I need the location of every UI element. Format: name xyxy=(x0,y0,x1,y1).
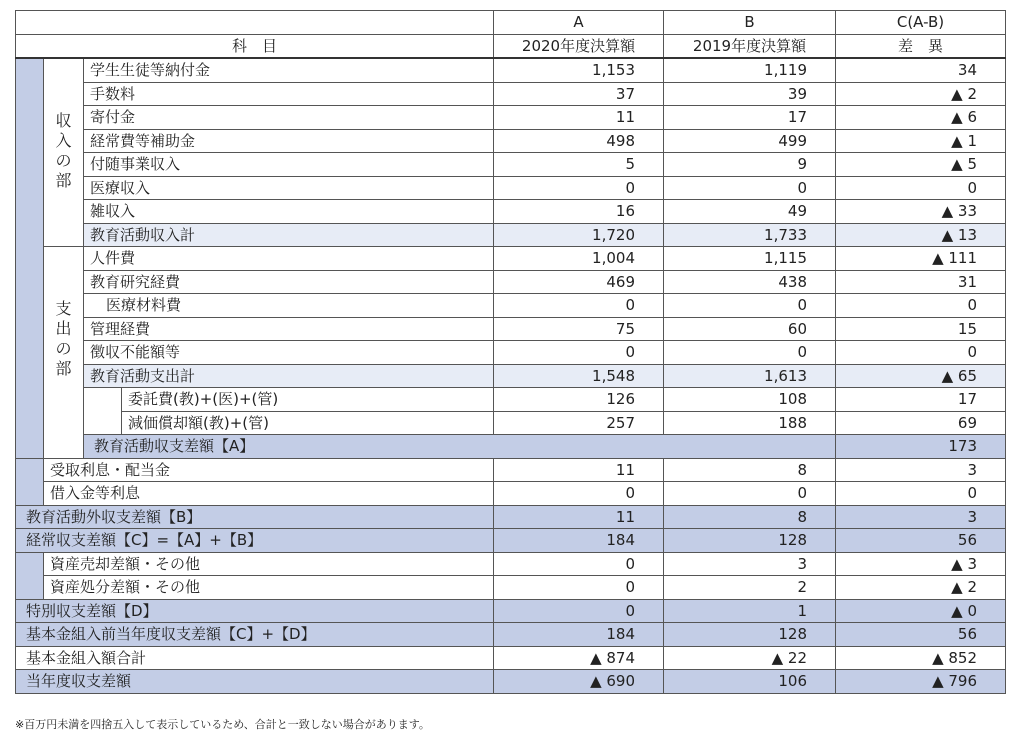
table-row: 経常費等補助金 498 499 ▲ 1 xyxy=(16,129,1006,153)
financial-statement-table xyxy=(15,10,1006,694)
basic-total-row: 基本金組入額合計 ▲ 874 ▲ 22 ▲ 852 xyxy=(16,646,1006,670)
table-row: 受取利息・配当金 11 8 3 xyxy=(16,458,1006,482)
header-row-2 xyxy=(16,34,1006,58)
table-row: 手数料 37 39 ▲ 2 xyxy=(16,82,1006,106)
edu-balance-row: 教育活動収支差額【A】 173 xyxy=(16,435,1006,459)
subject-header: 科 目 xyxy=(16,34,494,58)
table-row: 支出の部 人件費 1,004 1,115 ▲ 111 xyxy=(16,247,1006,271)
table-row: 付随事業収入 5 9 ▲ 5 xyxy=(16,153,1006,177)
table-row: 借入金等利息 0 0 0 xyxy=(16,482,1006,506)
table-row: 寄付金 11 17 ▲ 6 xyxy=(16,106,1006,130)
table-row: 徴収不能額等 0 0 0 xyxy=(16,341,1006,365)
col-c-subheader: 差 異 xyxy=(836,34,1006,58)
table-row: 医療材料費 0 0 0 xyxy=(16,294,1006,318)
col-c-header: C(A-B) xyxy=(836,11,1006,35)
year-balance-row: 当年度収支差額 ▲ 690 106 ▲ 796 xyxy=(16,670,1006,694)
table-row: 管理経費 75 60 15 xyxy=(16,317,1006,341)
header-row-1 xyxy=(16,11,1006,35)
col-a-header: A xyxy=(494,11,664,35)
col-a-subheader: 2020年度決算額 xyxy=(494,34,664,58)
pre-basic-balance-row: 基本金組入前当年度収支差額【C】+【D】 184 128 56 xyxy=(16,623,1006,647)
ordinary-balance-row: 経常収支差額【C】=【A】+【B】 184 128 56 xyxy=(16,529,1006,553)
table-row: 減価償却額(教)+(管) 257 188 69 xyxy=(16,411,1006,435)
nonedu-balance-row: 教育活動外収支差額【B】 11 8 3 xyxy=(16,505,1006,529)
table-row: 委託費(教)+(医)+(管) 126 108 17 xyxy=(16,388,1006,412)
col-b-header: B xyxy=(664,11,836,35)
table-row: 雑収入 16 49 ▲ 33 xyxy=(16,200,1006,224)
table-row: 収入の部 学生生徒等納付金 1,153 1,119 34 xyxy=(16,58,1006,82)
income-section-label: 収入の部 xyxy=(44,58,84,247)
table-row: 資産処分差額・その他 0 2 ▲ 2 xyxy=(16,576,1006,600)
table-row: 教育研究経費 469 438 31 xyxy=(16,270,1006,294)
expense-total-row: 教育活動支出計 1,548 1,613 ▲ 65 xyxy=(16,364,1006,388)
col-b-subheader: 2019年度決算額 xyxy=(664,34,836,58)
footnote: ※百万円未満を四捨五入して表示しているため、合計と一致しない場合があります。 xyxy=(15,718,430,731)
table-row: 医療収入 0 0 0 xyxy=(16,176,1006,200)
table-row: 資産売却差額・その他 0 3 ▲ 3 xyxy=(16,552,1006,576)
expense-section-label: 支出の部 xyxy=(44,247,84,459)
income-total-row: 教育活動収入計 1,720 1,733 ▲ 13 xyxy=(16,223,1006,247)
special-balance-row: 特別収支差額【D】 0 1 ▲ 0 xyxy=(16,599,1006,623)
